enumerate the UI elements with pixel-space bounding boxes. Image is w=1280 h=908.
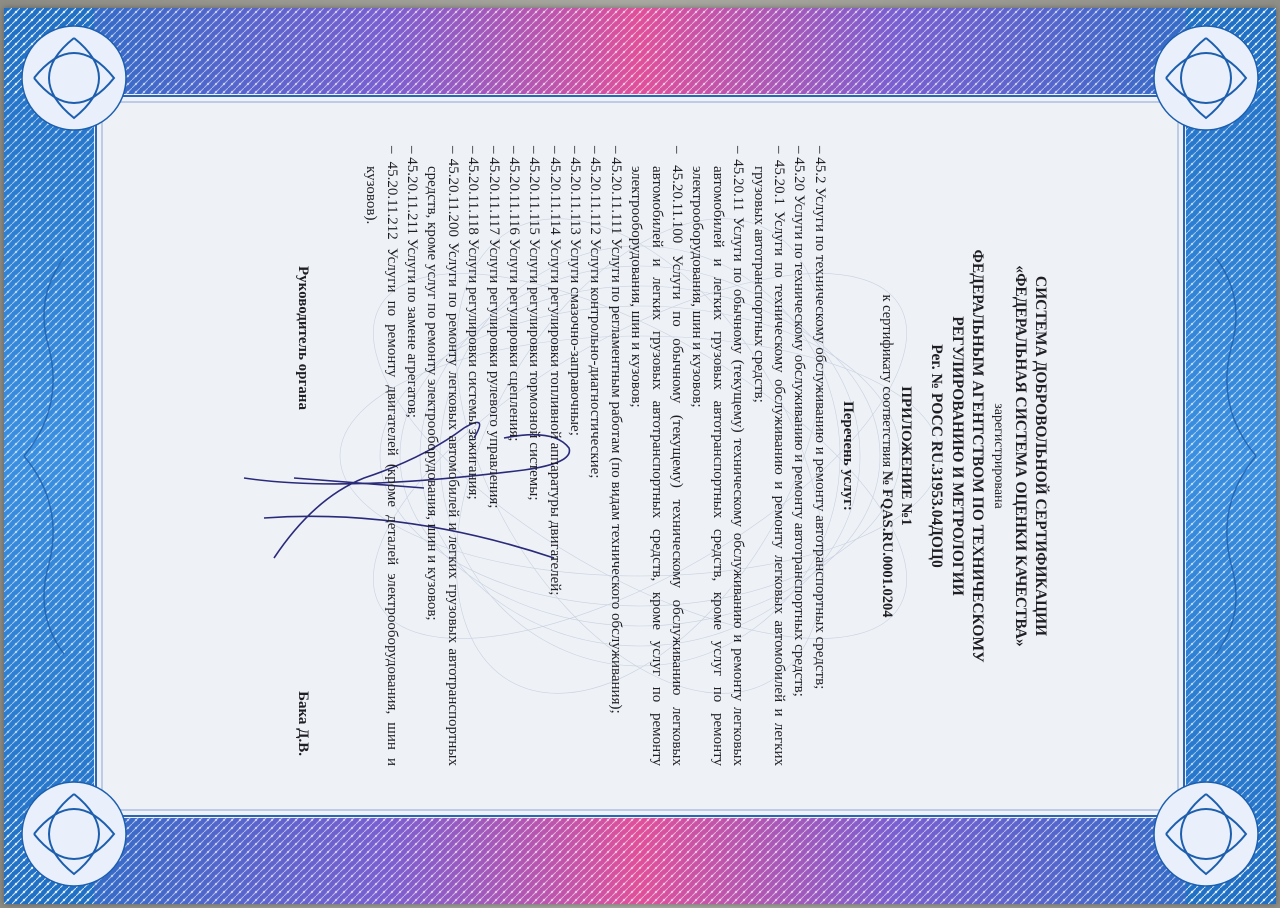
appendix-title: ПРИЛОЖЕНИЕ №1	[898, 386, 915, 526]
header-line-1: СИСТЕМА ДОБРОВОЛЬНОЙ СЕРТИФИКАЦИИ	[1032, 275, 1049, 637]
list-item: – 45.20 Услуги по техническому обслуживанию и ремонту автотранспортных средств;	[791, 146, 808, 697]
list-item: – 45.20.11.115 Услуги регулировки тормозной системы;	[526, 146, 543, 501]
services-list	[361, 146, 830, 766]
list-item: – 45.20.11.117 Услуги регулировки рулевого управления;	[485, 146, 502, 509]
registration-number: Рег. № РОСС RU.31953.04ДОЦ0	[928, 344, 946, 568]
list-item: – 45.20.11.118 Услуги регулировки системы зажигания;	[465, 146, 482, 500]
list-item: – 45.20.11.114 Услуги регулировки топливной аппаратуры двигателей;	[546, 146, 563, 596]
certificate-paper	[4, 8, 1276, 904]
list-item: – 45.20.11.100 Услуги по обычному (текущему) техническому обслуживанию легковых автомобилей и легких грузовых автотранспортных средств, кроме услуг по ремонту электрооборудования, шин и кузовов;	[628, 146, 686, 766]
agency-line-1: ФЕДЕРАЛЬНЫМ АГЕНТСТВОМ ПО ТЕХНИЧЕСКОМУ	[968, 249, 986, 663]
header-line-2: «ФЕДЕРАЛЬНАЯ СИСТЕМА ОЦЕНКИ КАЧЕСТВА»	[1011, 265, 1029, 647]
certificate-content	[230, 146, 1050, 766]
registered-text: зарегистрирована	[990, 403, 1006, 509]
list-item: – 45.20.1 Услуги по техническому обслуживанию и ремонту легковых автомобилей и легких грузовых автотранспортных средств;	[750, 146, 787, 766]
list-item: – 45.2 Услуги по техническому обслуживанию и ремонту автотранспортных средств;	[811, 146, 828, 690]
list-item: – 45.20.11.112 Услуги контрольно-диагностические;	[587, 146, 604, 479]
list-item: – 45.20.11.111 Услуги по регламентным работам (по видам технического обслуживания);	[607, 146, 624, 714]
list-item: – 45.20.11.116 Услуги регулировки сцепления;	[505, 146, 522, 442]
list-item: – 45.20.11.200 Услуги по ремонту легковых автомобилей и легких грузовых автотранспортных средств, кроме услуг по ремонту электрооборудования, шин и кузовов;	[424, 146, 461, 766]
list-item: – 45.20.11.212 Услуги по ремонту двигателей (кроме деталей электрооборудования, шин и кузовов).	[363, 146, 400, 766]
services-title: Перечень услуг:	[840, 401, 857, 511]
list-item: – 45.20.11.113 Услуги смазочно-заправочные;	[567, 146, 584, 436]
signatory-name: Бака Д.В.	[294, 691, 311, 756]
signature-block	[273, 146, 313, 766]
cert-number: № FQAS.RU.0001.0204	[878, 470, 895, 618]
list-item: – 45.20.11.211 Услуги по замене агрегатов;	[403, 146, 420, 418]
list-item: – 45.20.11 Услуги по обычному (текущему) техническому обслуживанию и ремонту легковых автомобилей и легких грузовых автотранспортных средств, кроме услуг по ремонту электрооборудования, шин и кузовов;	[689, 146, 747, 766]
agency-line-2: РЕГУЛИРОВАНИЮ И МЕТРОЛОГИИ	[948, 316, 966, 596]
cert-prefix: к сертификату соответствия	[878, 294, 895, 468]
certificate-reference	[876, 146, 896, 766]
signatory-title: Руководитель органа	[294, 266, 311, 410]
